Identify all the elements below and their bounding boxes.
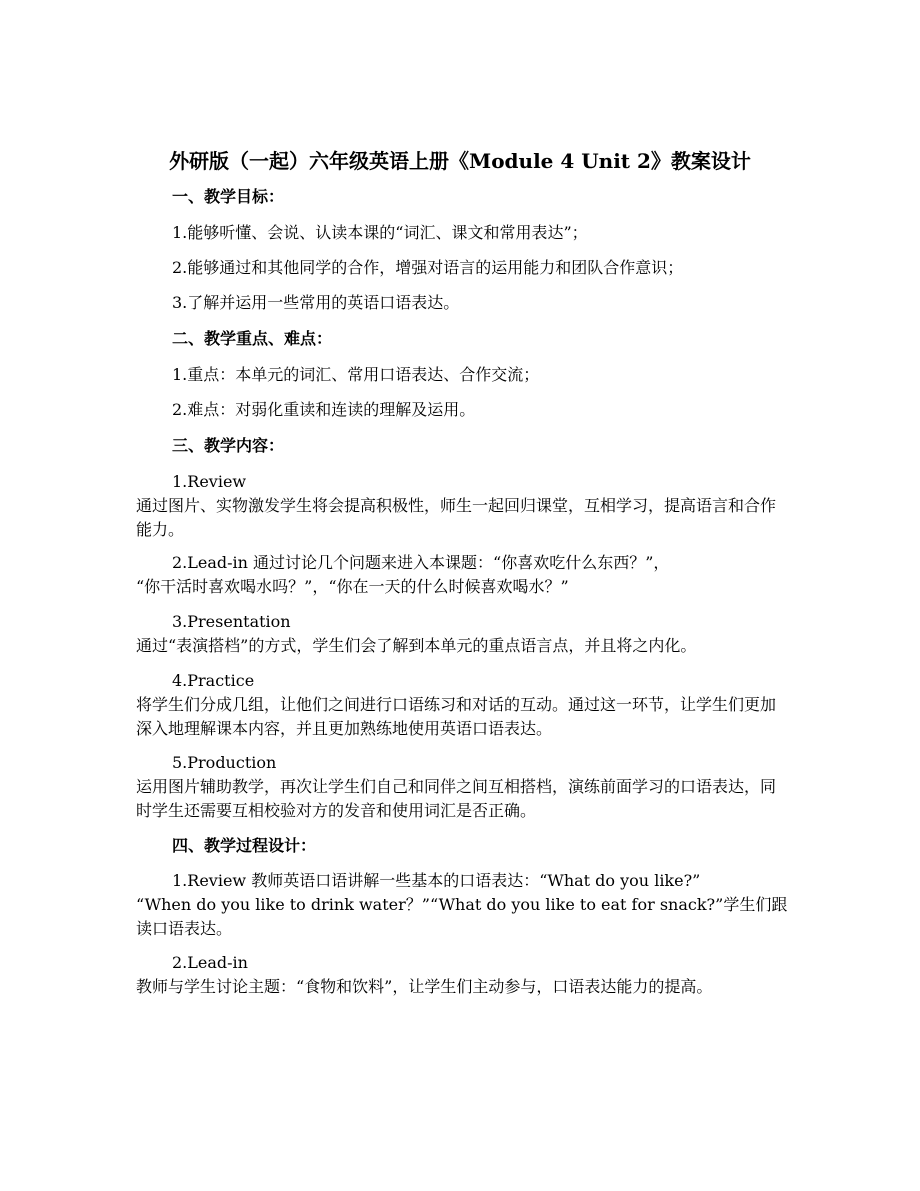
process-item-text: “When do you like to drink water？”“What do you like to eat for snack?”学生们跟读口语表达。 [136,895,788,938]
keypoint-item: 2.难点：对弱化重读和连读的理解及运用。 [172,400,476,419]
content-item-label: 4.Practice [172,671,255,690]
section-heading-keypoints: 二、教学重点、难点： [172,329,333,348]
content-item-label: 5.Production [172,753,277,772]
process-item-leadin [136,951,788,999]
section-heading-process: 四、教学过程设计： [172,836,317,855]
content-item-label: 2.Lead-in 通过讨论几个问题来进入本课题：“你喜欢吃什么东西？”， [172,553,670,572]
content-item-label: 3.Presentation [172,612,291,631]
process-item-text: 教师与学生讨论主题：“食物和饮料”，让学生们主动参与，口语表达能力的提高。 [136,977,713,996]
content-item-review [136,470,788,542]
goal-item: 1.能够听懂、会说、认读本课的“词汇、课文和常用表达”； [172,223,588,242]
process-item-review [136,869,788,941]
content-item-text: 通过“表演搭档”的方式，学生们会了解到本单元的重点语言点，并且将之内化。 [136,636,697,655]
content-item-text: 通过图片、实物激发学生将会提高积极性，师生一起回归课堂，互相学习，提高语言和合作能力。 [136,496,777,539]
content-item-practice [136,669,788,741]
content-item-presentation [136,610,788,658]
goal-item: 3.了解并运用一些常用的英语口语表达。 [172,293,460,312]
keypoint-item: 1.重点：本单元的词汇、常用口语表达、合作交流； [172,365,540,384]
content-item-text: “你干活时喜欢喝水吗？”，“你在一天的什么时候喜欢喝水？” [136,577,569,596]
process-item-label: 1.Review 教师英语口语讲解一些基本的口语表达：“What do you like?” [172,871,701,890]
section-heading-goals: 一、教学目标： [172,187,285,206]
content-item-text: 将学生们分成几组，让他们之间进行口语练习和对话的互动。通过这一环节，让学生们更加深入地理解课本内容，并且更加熟练地使用英语口语表达。 [136,695,777,738]
goal-item: 2.能够通过和其他同学的合作，增强对语言的运用能力和团队合作意识； [172,258,684,277]
content-item-text: 运用图片辅助教学，再次让学生们自己和同伴之间互相搭档，演练前面学习的口语表达，同时学生还需要互相校验对方的发音和使用词汇是否正确。 [136,777,777,820]
section-heading-content: 三、教学内容： [172,436,285,455]
content-item-leadin [136,551,788,599]
content-item-production [136,751,788,823]
document-title: 外研版（一起）六年级英语上册《Module 4 Unit 2》教案设计 [169,149,751,173]
content-item-label: 1.Review [172,472,247,491]
process-item-label: 2.Lead-in [172,953,248,972]
